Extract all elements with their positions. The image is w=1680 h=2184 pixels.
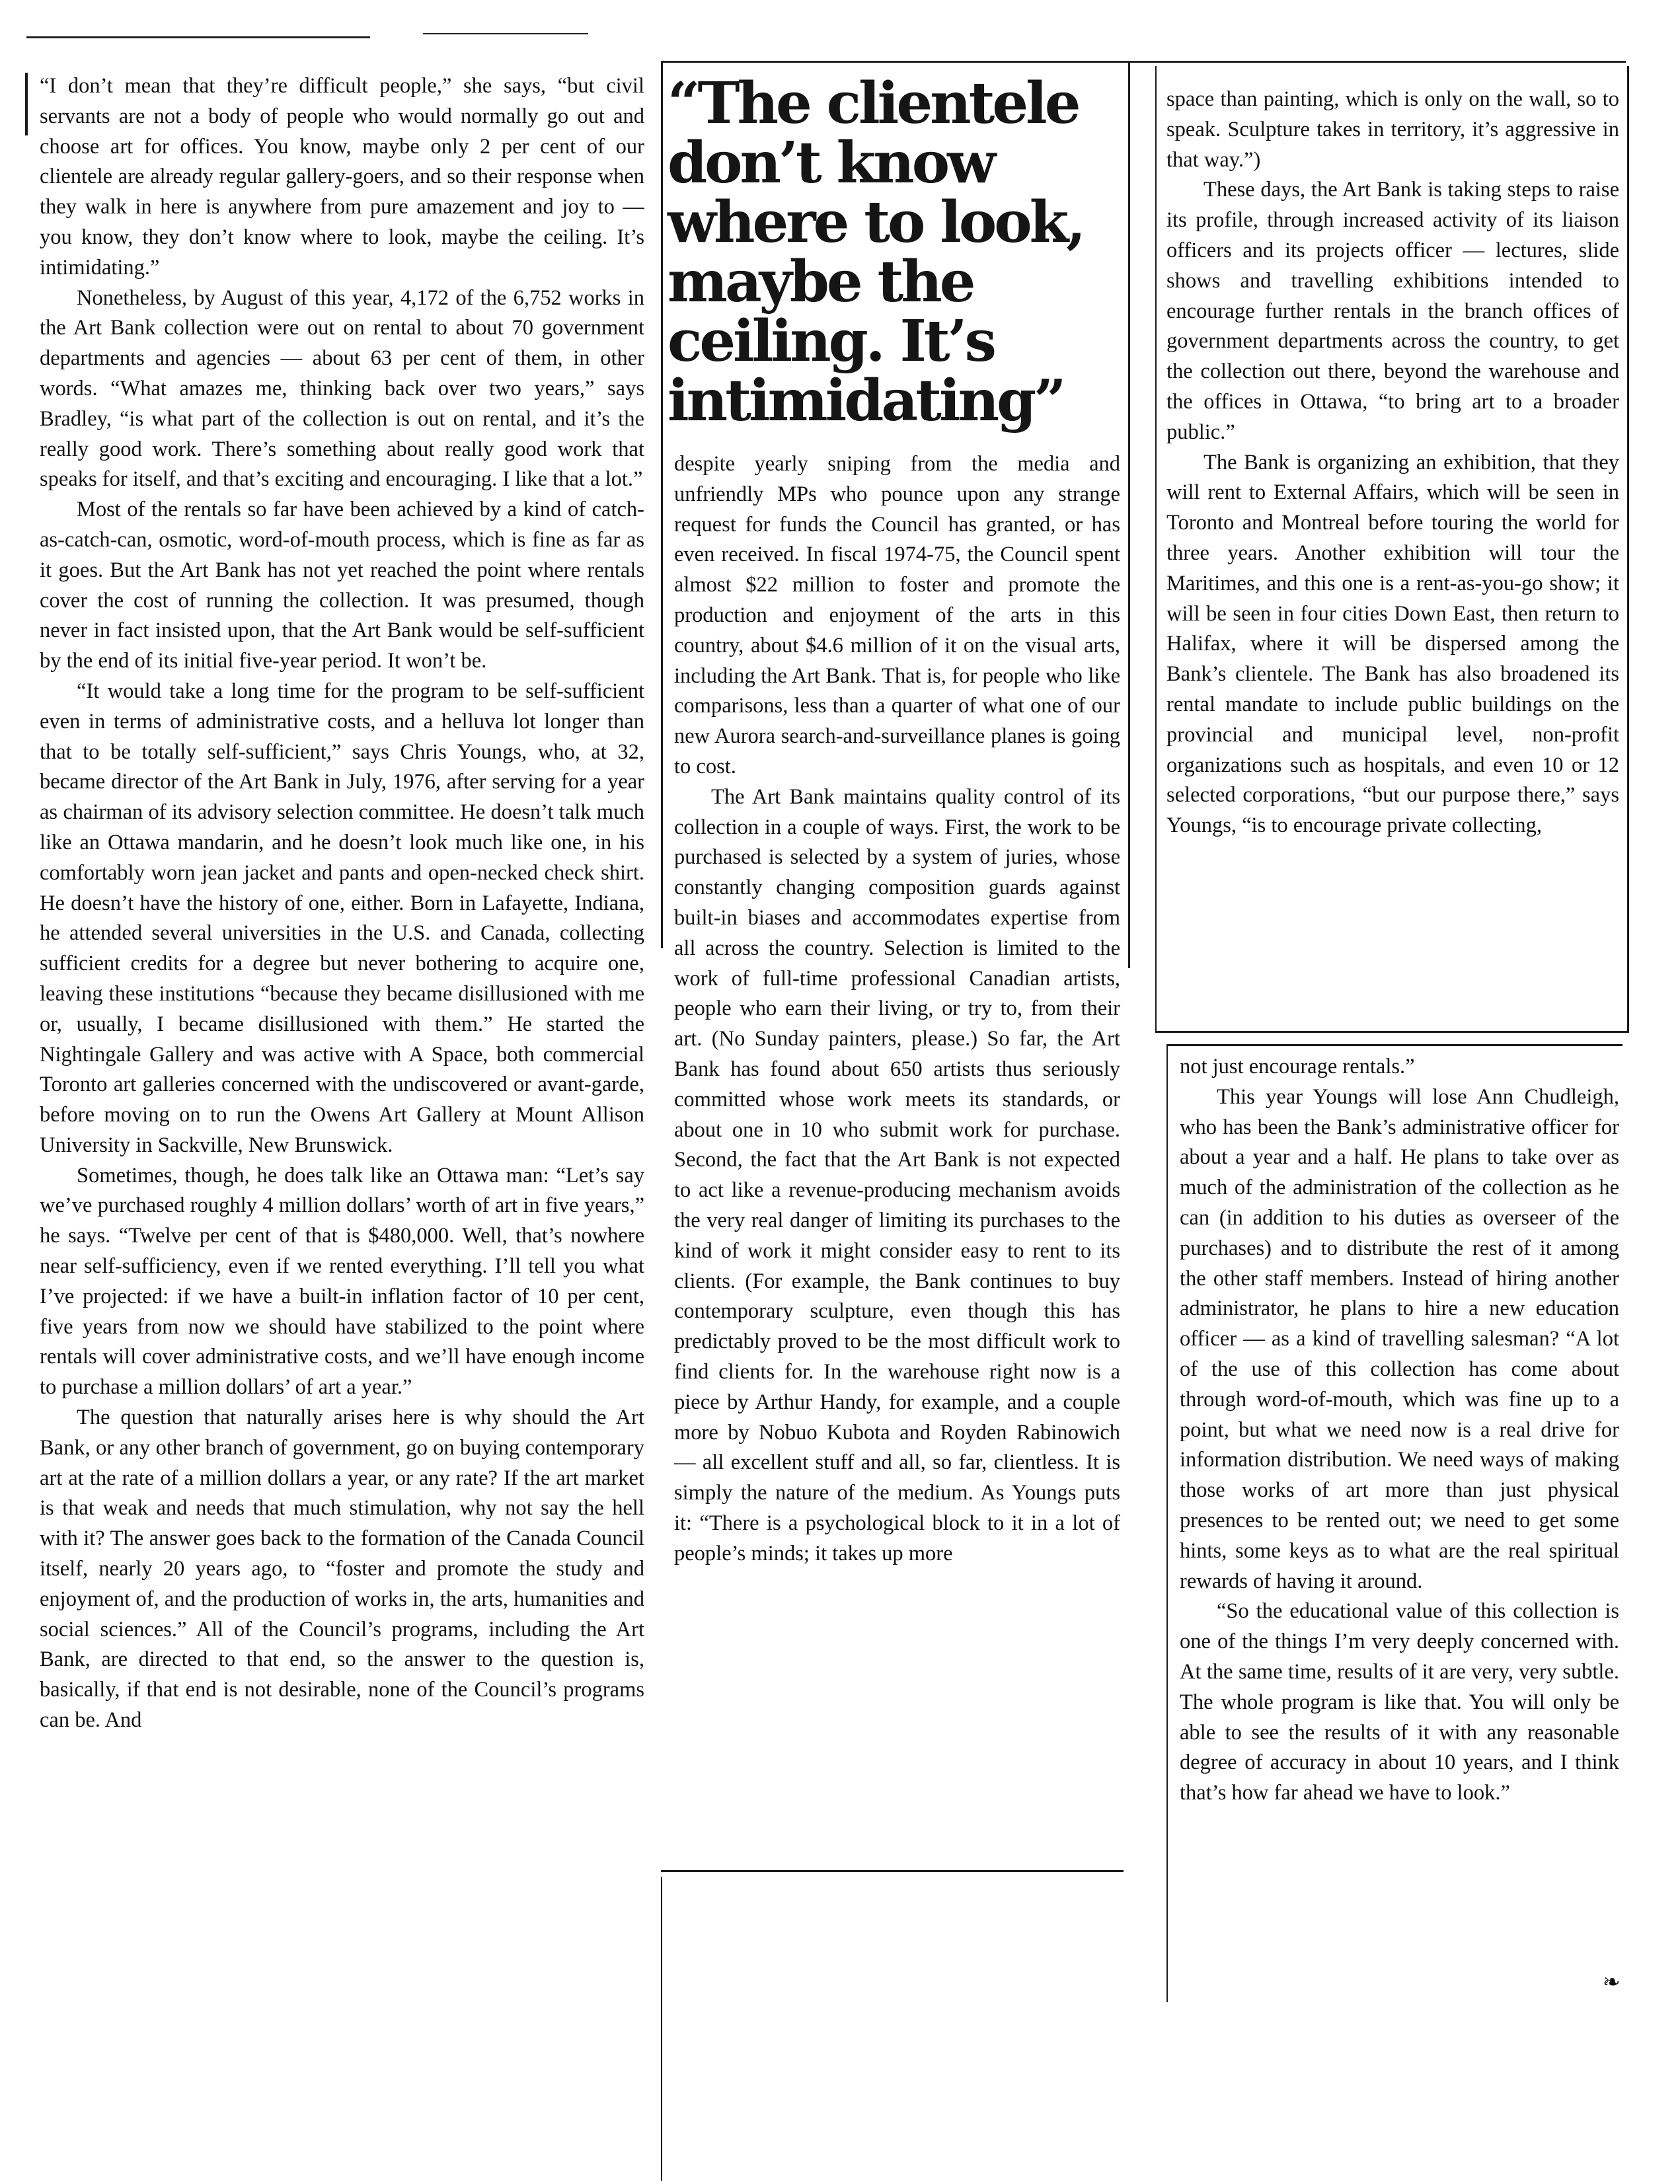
paragraph: This year Youngs will lose Ann Chudleigh, who has been the Bank’s administrative officer for about a year and a half. He plans to take over as much of the administration of the collection as he can (in addition to his duties as overseer of the purchases) and to distribute the rest of it among the other staff members. Instead of hiring another administrator, he plans to hire a new education officer — as a kind of travelling salesman? “A lot of the use of this collection has come about through word-of-mouth, which was fine up to a point, but what we need now is a real drive for information distribution. We need ways of making those works of art more than just physical presences to be rented out; we need to get some hints, some keys as to what are the real spiritual rewards of having it around. bbox=[1180, 1084, 1619, 1593]
column-4-left-rule bbox=[1166, 1044, 1168, 2002]
column-3-left-rule bbox=[1155, 66, 1157, 1031]
paragraph: These days, the Art Bank is taking steps to raise its profile, through increased activity of its liaison officers and its projects officer — lectures, slide shows and travelling exhibitions intended to encourage further rentals in the branch offices of government departments across the country, to get the collection out there, beyond the warehouse and the offices in Ottawa, “to bring art to a broader public.” bbox=[1166, 178, 1619, 444]
paragraph: space than painting, which is only on the wall, so to speak. Sculpture takes in territory, it’s aggressive in that way.”) bbox=[1166, 87, 1619, 172]
column-2 bbox=[674, 449, 1120, 1870]
paragraph: despite yearly sniping from the media and unfriendly MPs who pounce upon any strange request for funds the Council has granted, or has even received. In fiscal 1974-75, the Council spent almost $22 million to foster and promote the production and enjoyment of the arts in this country, about $4.6 million of it on the visual arts, including the Art Bank. That is, for people who like comparisons, less than a quarter of what one of our new Aurora search-and-surveillance planes is going to cost. bbox=[674, 452, 1120, 778]
column-1 bbox=[40, 71, 644, 2179]
paragraph: Most of the rentals so far have been achieved by a kind of catch-as-catch-can, osmotic, word-of-mouth process, which is fine as far as it goes. But the Art Bank has not yet reached the point where rentals cover the cost of running the collection. It was presumed, though never in fact insisted upon, that the Art Bank would be self-sufficient by the end of its initial five-year period. It won’t be. bbox=[40, 498, 644, 673]
pull-quote-box-right bbox=[1128, 63, 1130, 968]
pull-quote-box-left bbox=[661, 63, 663, 948]
column-3-bottom-rule bbox=[1155, 1031, 1629, 1033]
column-3-right-rule bbox=[1627, 66, 1629, 1031]
column-3 bbox=[1166, 85, 1619, 1030]
column-4-top-rule bbox=[1166, 1044, 1623, 1046]
paragraph: Sometimes, though, he does talk like an Ottawa man: “Let’s say we’ve purchased roughly 4 million dollars’ worth of art in five years,” he says. “Twelve per cent of that is $480,000. Well, that’s nowhere near self-sufficiency, even if we rented everything. I’ll tell you what I’ve projected: if we have a built-in inflation factor of 10 per cent, five years from now we should have stabilized to the point where rentals will cover administrative costs, and we’ll have enough income to purchase a million dollars’ of art a year.” bbox=[40, 1163, 644, 1400]
top-rule-mid bbox=[423, 33, 588, 34]
paragraph: not just encourage rentals.” bbox=[1180, 1055, 1415, 1078]
column-4 bbox=[1180, 1052, 1619, 2004]
column-2-bottom-rule bbox=[661, 1870, 1124, 1872]
paragraph: “So the educational value of this collection is one of the things I’m very deeply concerned with. At the same time, results of it are very, very subtle. The whole program is like that. You will only be able to see the results of it with any reasonable degree of accuracy in about 10 years, and I think that’s how far ahead we have to look.” bbox=[1180, 1599, 1619, 1805]
paragraph: The Art Bank maintains quality control of its collection in a couple of ways. First, the work to be purchased is selected by a system of juries, whose constantly changing composition guards against built-in biases and accommodates expertise from all across the country. Selection is limited to the work of full-time professional Canadian artists, people who earn their living, or try to, from their art. (No Sunday painters, please.) So far, the Art Bank has found about 650 artists thus seriously committed whose work meets its standards, or about one in 10 who submit work for purchase. Second, the fact that the Art Bank is not expected to act like a revenue-producing mechanism avoids the very real danger of limiting its purchases to the kind of work it might consider easy to rent to its clients. (For example, the Bank continues to buy contemporary sculpture, even though this has predictably proved to be the most difficult work to find clients for. In the warehouse right now is a piece by Arthur Handy, for example, and a couple more by Nobuo Kubota and Royden Rabinowich — all excellent stuff and all, so far, clientless. It is simply the nature of the medium. As Youngs puts it: “There is a psychological block to it in a lot of people’s minds; it takes up more bbox=[674, 784, 1120, 1565]
pull-quote: “The clientele don’t know where to look, maybe the ceiling. It’s intimidating” bbox=[668, 70, 1084, 434]
paragraph: “I don’t mean that they’re difficult people,” she says, “but civil servants are not a body of people who would normally go out and choose art for offices. You know, maybe only 2 per cent of our clientele are already regular gallery-goers, and so their response when they walk in here is anywhere from pure amazement and joy to — you know, they don’t know where to look, maybe the ceiling. It’s intimidating.” bbox=[40, 74, 644, 280]
paragraph: The Bank is organizing an exhibition, that they will rent to External Affairs, which will be seen in Toronto and Montreal before touring the world for three years. Another exhibition will tour the Maritimes, and this one is a rent-as-you-go show; it will be seen in four cities Down East, then return to Halifax, where it will be dispersed among the Bank’s clientele. The Bank has also broadened its rental mandate to include public buildings on the provincial and municipal level, non-profit organizations such as hospitals, and even 10 or 12 selected corporations, “but our purpose there,” says Youngs, “is to encourage private collecting, bbox=[1166, 450, 1619, 838]
column-2-lower-left-rule bbox=[661, 1877, 662, 2181]
paragraph: The question that naturally arises here is why should the Art Bank, or any other branch of government, go on buying contemporary art at the rate of a million dollars a year, or any rate? If the art market is that weak and needs that much stimulation, why not say the hell with it? The answer goes back to the formation of the Canada Council itself, nearly 20 years ago, to “foster and promote the study and enjoyment of, and the production of works in, the arts, humanities and social sciences.” All of the Council’s programs, including the Art Bank, are directed to that end, so the answer to the question is, basically, if that end is not desirable, none of the Council’s programs can be. And bbox=[40, 1406, 644, 1733]
top-rule-right bbox=[661, 61, 1626, 63]
end-mark-icon: ❧ bbox=[1603, 1969, 1621, 1994]
column-1-left-mark bbox=[25, 73, 28, 135]
paragraph: Nonetheless, by August of this year, 4,172 of the 6,752 works in the Art Bank collection were out on rental to about 70 government departments and agencies — about 63 per cent of them, in other words. “What amazes me, thinking back over two years,” says Bradley, “is what part of the collection is out on rental, and it’s the really good work. There’s something about really good work that speaks for itself, and that’s exciting and encouraging. I like that a lot.” bbox=[40, 285, 644, 492]
paragraph: “It would take a long time for the program to be self-sufficient even in terms of administrative costs, and a helluva lot longer than that to be totally self-sufficient,” says Chris Youngs, who, at 32, became director of the Art Bank in July, 1976, after serving for a year as chairman of its advisory selection committee. He doesn’t talk much like an Ottawa mandarin, and he doesn’t look much like one, in his comfortably worn jean jacket and pants and open-necked check shirt. He doesn’t have the history of one, either. Born in Lafayette, Indiana, he attended several universities in the U.S. and Canada, collecting sufficient credits for a degree but never bothering to acquire one, leaving these institutions “because they became disillusioned with me or, usually, I became disillusioned with them.” He started the Nightingale Gallery and was active with A Space, both commercial Toronto art galleries concerned with the undiscovered or avant-garde, before moving on to run the Owens Art Gallery at Mount Allison University in Sackville, New Brunswick. bbox=[40, 679, 644, 1157]
top-rule-left bbox=[26, 36, 370, 38]
